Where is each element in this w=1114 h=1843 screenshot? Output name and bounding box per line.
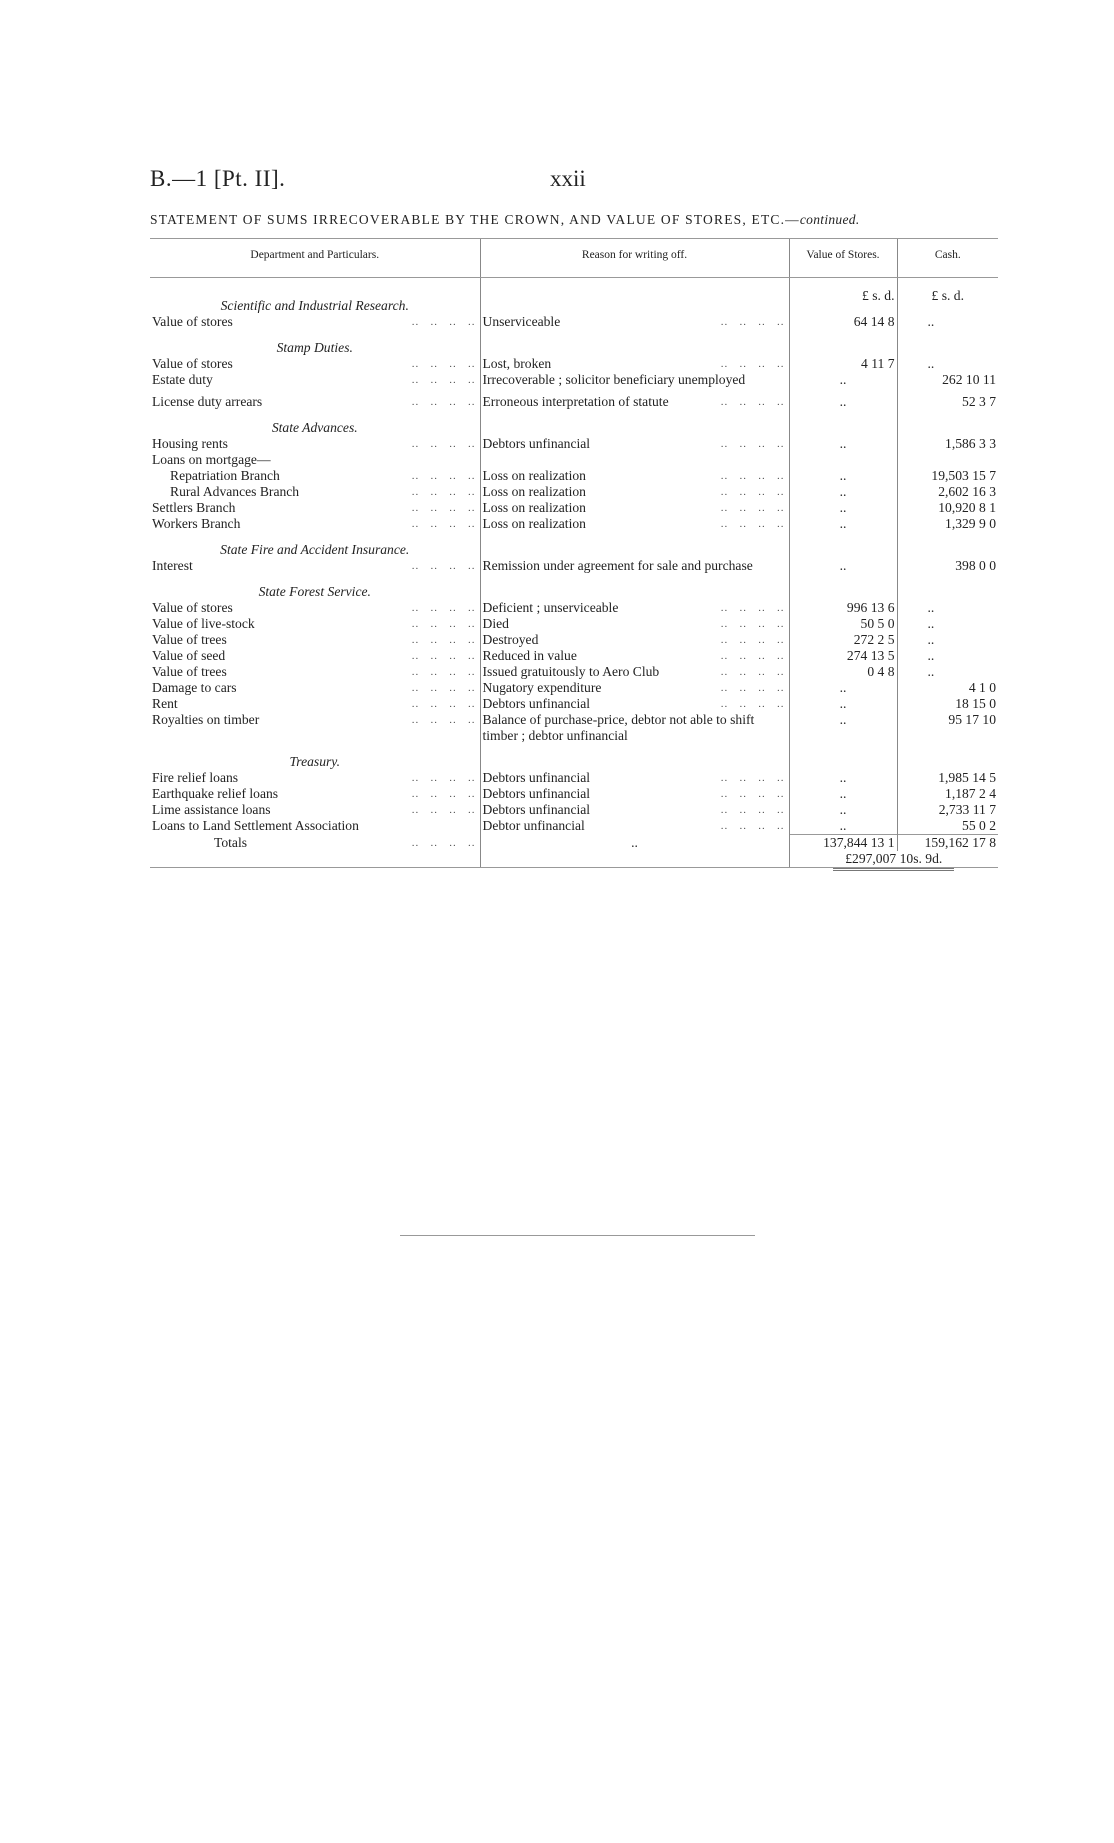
row-stores: 996 13 6 bbox=[789, 600, 897, 616]
row-dept: Workers Branch .. bbox=[152, 516, 478, 532]
table-row bbox=[150, 632, 998, 648]
row-stores: .. bbox=[789, 770, 897, 786]
title-main: STATEMENT OF SUMS IRRECOVERABLE BY THE CROWN, AND VALUE OF STORES, ETC.— bbox=[150, 212, 800, 227]
row-reason: Loss on realization .. bbox=[483, 468, 787, 484]
table-row bbox=[150, 516, 998, 532]
table-row bbox=[150, 600, 998, 616]
row-stores: .. bbox=[789, 802, 897, 818]
table-row bbox=[150, 680, 998, 696]
row-dept: Value of trees .. bbox=[152, 664, 478, 680]
row-dept: Value of seed .. bbox=[152, 648, 478, 664]
row-stores: .. bbox=[789, 558, 897, 574]
statement-table bbox=[150, 238, 998, 868]
table-row bbox=[150, 664, 998, 680]
row-stores: 50 5 0 bbox=[789, 616, 897, 632]
row-stores: .. bbox=[789, 500, 897, 516]
table-row bbox=[150, 648, 998, 664]
units-cash: £ s. d. bbox=[897, 288, 998, 314]
row-dept: License duty arrears .. bbox=[152, 394, 478, 410]
row-reason: Debtors unfinancial .. bbox=[483, 696, 787, 712]
table-row bbox=[150, 484, 998, 500]
page-header bbox=[150, 166, 990, 196]
row-reason: Deficient ; unserviceable .. bbox=[483, 600, 787, 616]
table-row bbox=[150, 696, 998, 712]
row-stores: .. bbox=[789, 484, 897, 500]
row-stores: .. bbox=[789, 388, 897, 410]
row-dept: Interest .. bbox=[152, 558, 478, 574]
row-reason: Debtors unfinancial .. bbox=[483, 786, 787, 802]
statement-title bbox=[150, 212, 990, 228]
row-reason: Debtor unfinancial .. bbox=[483, 818, 787, 834]
row-reason: Debtors unfinancial .. bbox=[483, 436, 787, 452]
row-cash: 2,602 16 3 bbox=[897, 484, 998, 500]
section-heading-scientific: Scientific and Industrial Research. bbox=[220, 298, 409, 313]
row-cash: .. bbox=[897, 664, 998, 680]
row-cash: .. bbox=[897, 600, 998, 616]
totals-stores: 137,844 13 1 bbox=[789, 835, 897, 852]
row-reason: Loss on realization .. bbox=[483, 484, 787, 500]
table-row bbox=[150, 770, 998, 786]
totals-label: Totals .. bbox=[214, 835, 478, 851]
totals-reason: .. bbox=[480, 835, 789, 852]
row-stores: .. bbox=[789, 712, 897, 744]
table-row bbox=[150, 452, 998, 468]
row-dept: Value of stores .. bbox=[152, 600, 478, 616]
row-dept: Rural Advances Branch .. bbox=[170, 484, 478, 500]
row-cash: 1,985 14 5 bbox=[897, 770, 998, 786]
row-stores: .. bbox=[789, 696, 897, 712]
row-cash: 95 17 10 bbox=[897, 712, 998, 744]
col-header-stores: Value of Stores. bbox=[789, 239, 897, 278]
row-reason: Loss on realization .. bbox=[483, 500, 787, 516]
row-cash: 18 15 0 bbox=[897, 696, 998, 712]
section-heading-advances: State Advances. bbox=[271, 420, 358, 435]
table-row bbox=[150, 818, 998, 835]
row-cash: .. bbox=[897, 356, 998, 372]
row-cash: 55 0 2 bbox=[897, 818, 998, 835]
section-row bbox=[150, 574, 998, 600]
row-dept: Earthquake relief loans .. bbox=[152, 786, 478, 802]
row-cash: 2,733 11 7 bbox=[897, 802, 998, 818]
row-reason: Reduced in value .. bbox=[483, 648, 787, 664]
row-cash: 52 3 7 bbox=[897, 388, 998, 410]
col-header-cash: Cash. bbox=[897, 239, 998, 278]
section-row bbox=[150, 288, 998, 314]
section-heading-stamp: Stamp Duties. bbox=[276, 340, 353, 355]
row-reason: Nugatory expenditure .. bbox=[483, 680, 787, 696]
table-row bbox=[150, 436, 998, 452]
col-header-reason: Reason for writing off. bbox=[480, 239, 789, 278]
row-reason: Balance of purchase-price, debtor not able to shift timber ; debtor unfinancial bbox=[480, 712, 789, 744]
row-dept: Fire relief loans .. bbox=[152, 770, 478, 786]
row-stores: .. bbox=[789, 516, 897, 532]
row-cash: .. bbox=[897, 632, 998, 648]
table-row bbox=[150, 802, 998, 818]
section-heading-fire: State Fire and Accident Insurance. bbox=[220, 542, 410, 557]
table-row bbox=[150, 616, 998, 632]
table-header-row bbox=[150, 239, 998, 278]
row-dept: Value of stores .. bbox=[152, 356, 478, 372]
row-cash: 10,920 8 1 bbox=[897, 500, 998, 516]
row-cash: .. bbox=[897, 648, 998, 664]
row-stores: .. bbox=[789, 680, 897, 696]
row-dept: Repatriation Branch .. bbox=[170, 468, 478, 484]
row-reason: Loss on realization .. bbox=[483, 516, 787, 532]
col-header-dept: Department and Particulars. bbox=[150, 239, 480, 278]
section-row bbox=[150, 410, 998, 436]
row-stores: .. bbox=[789, 818, 897, 835]
section-row bbox=[150, 532, 998, 558]
section-row bbox=[150, 744, 998, 770]
row-dept: Damage to cars .. bbox=[152, 680, 478, 696]
row-cash: 1,187 2 4 bbox=[897, 786, 998, 802]
row-cash: 19,503 15 7 bbox=[897, 468, 998, 484]
document-reference: B.—1 [Pt. II]. bbox=[150, 166, 286, 191]
section-heading-forest: State Forest Service. bbox=[258, 584, 371, 599]
row-stores: .. bbox=[789, 786, 897, 802]
row-reason: Lost, broken .. bbox=[483, 356, 787, 372]
row-cash: 262 10 11 bbox=[897, 372, 998, 388]
table-row bbox=[150, 500, 998, 516]
row-stores: 272 2 5 bbox=[789, 632, 897, 648]
row-reason: Debtors unfinancial .. bbox=[483, 802, 787, 818]
row-reason: Debtors unfinancial .. bbox=[483, 770, 787, 786]
totals-cash: 159,162 17 8 bbox=[897, 835, 998, 852]
row-cash: 4 1 0 bbox=[897, 680, 998, 696]
row-dept: Rent .. bbox=[152, 696, 478, 712]
footer-rule bbox=[400, 1235, 755, 1236]
units-stores: £ s. d. bbox=[789, 288, 897, 314]
row-cash: 1,586 3 3 bbox=[897, 436, 998, 452]
row-stores: 274 13 5 bbox=[789, 648, 897, 664]
section-row bbox=[150, 330, 998, 356]
row-dept: Loans to Land Settlement Association bbox=[152, 818, 359, 833]
row-cash: .. bbox=[897, 314, 998, 330]
row-dept: Housing rents .. bbox=[152, 436, 478, 452]
grand-total-row bbox=[150, 851, 998, 868]
table-row bbox=[150, 786, 998, 802]
table-row bbox=[150, 558, 998, 574]
grand-total: £297,007 10s. 9d. bbox=[833, 851, 954, 871]
row-reason: Issued gratuitously to Aero Club .. bbox=[483, 664, 787, 680]
row-cash: .. bbox=[897, 616, 998, 632]
title-continued: continued. bbox=[799, 212, 860, 227]
row-dept: Loans on mortgage— bbox=[152, 452, 271, 467]
totals-row bbox=[150, 835, 998, 852]
table-row bbox=[150, 712, 998, 744]
row-dept: Lime assistance loans .. bbox=[152, 802, 478, 818]
row-dept: Settlers Branch .. bbox=[152, 500, 478, 516]
row-dept: Value of stores .. bbox=[152, 314, 478, 330]
row-reason: Destroyed .. bbox=[483, 632, 787, 648]
row-reason: Irrecoverable ; solicitor beneficiary unemployed bbox=[480, 372, 789, 388]
table-row bbox=[150, 388, 998, 410]
row-stores: .. bbox=[789, 436, 897, 452]
table-row bbox=[150, 314, 998, 330]
row-reason: Died .. bbox=[483, 616, 787, 632]
row-stores: .. bbox=[789, 468, 897, 484]
row-stores: 64 14 8 bbox=[789, 314, 897, 330]
row-dept: Value of trees .. bbox=[152, 632, 478, 648]
row-reason: Erroneous interpretation of statute .. bbox=[483, 394, 787, 410]
row-dept: Estate duty .. bbox=[152, 372, 478, 388]
row-reason: Remission under agreement for sale and purchase bbox=[480, 558, 789, 574]
table-row bbox=[150, 468, 998, 484]
row-dept: Royalties on timber .. bbox=[152, 712, 478, 728]
row-stores: 4 11 7 bbox=[789, 356, 897, 372]
row-cash: 398 0 0 bbox=[897, 558, 998, 574]
row-stores: .. bbox=[789, 372, 897, 388]
row-dept: Value of live-stock .. bbox=[152, 616, 478, 632]
table-row bbox=[150, 372, 998, 388]
page-number: xxii bbox=[550, 166, 586, 191]
section-heading-treasury: Treasury. bbox=[289, 754, 340, 769]
row-stores: 0 4 8 bbox=[789, 664, 897, 680]
table-row bbox=[150, 356, 998, 372]
row-reason: Unserviceable .. bbox=[483, 314, 787, 330]
row-cash: 1,329 9 0 bbox=[897, 516, 998, 532]
